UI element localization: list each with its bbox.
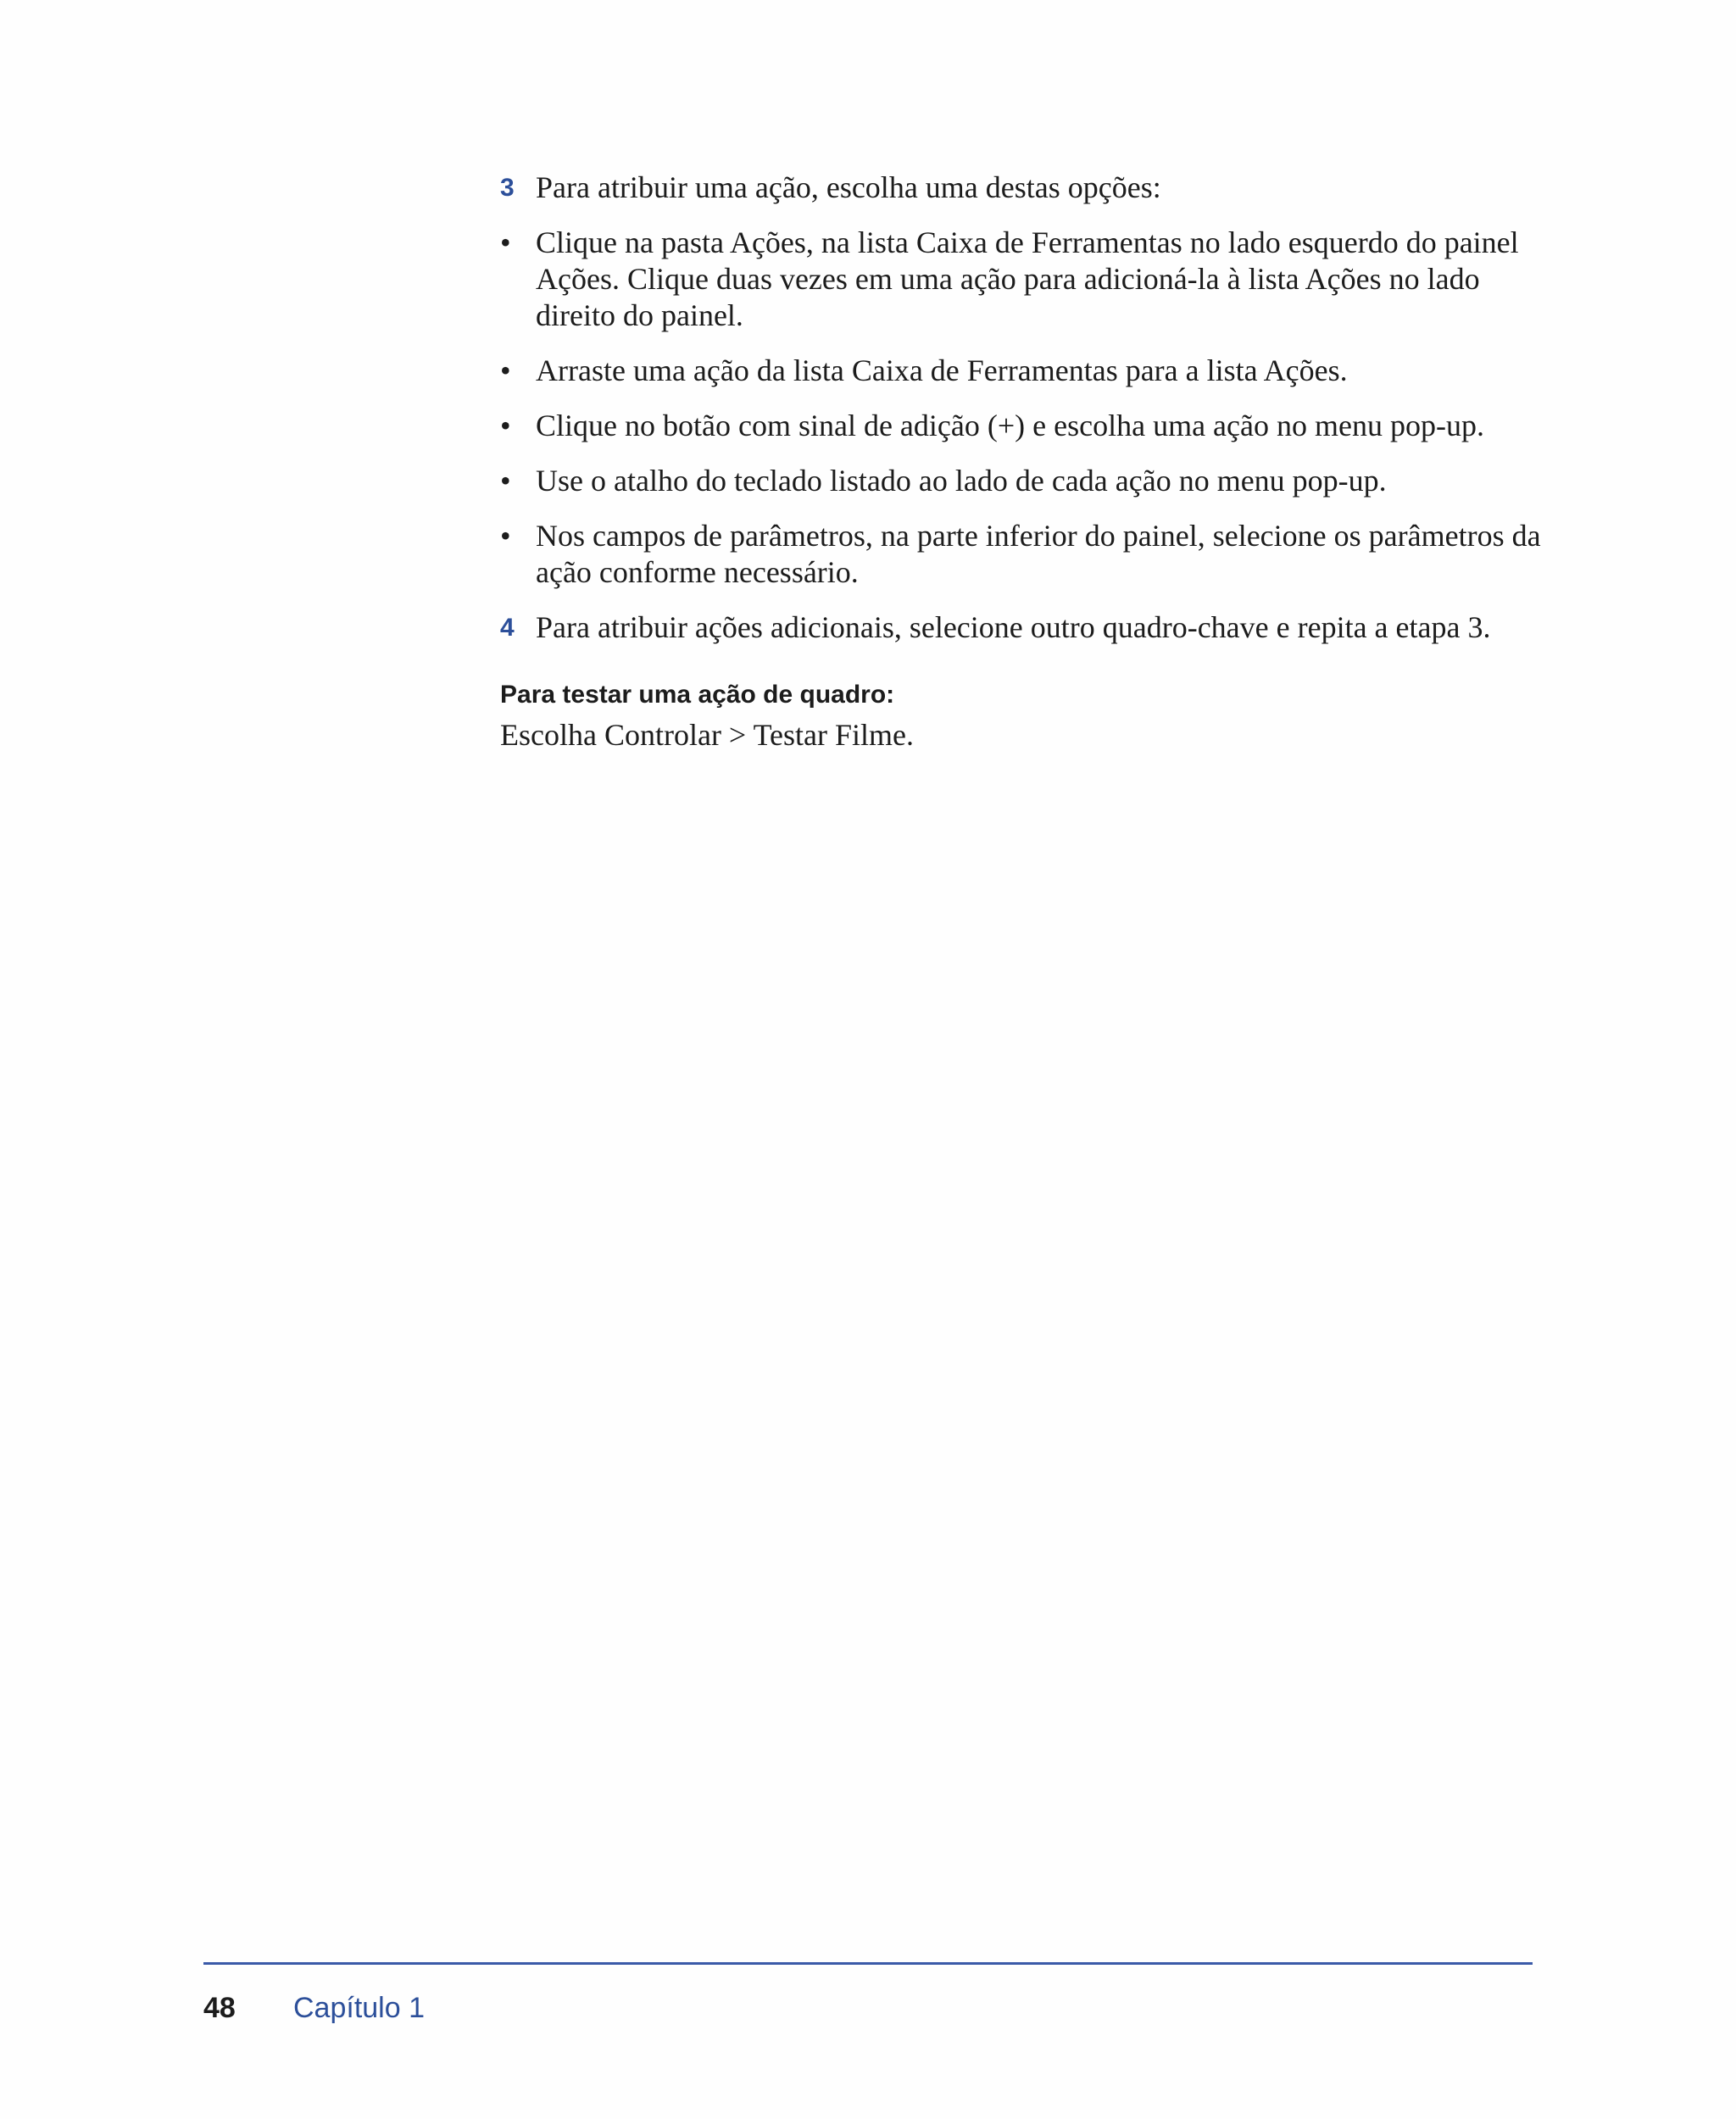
step-text: Para atribuir ações adicionais, selecione outro quadro-chave e repita a etapa 3. [536,610,1491,644]
bullet-icon: • [500,225,511,259]
bullet-text: Nos campos de parâmetros, na parte inferior do painel, selecione os parâmetros da ação conforme necessário. [536,519,1541,589]
page-number: 48 [203,1992,236,2024]
bullet-icon: • [500,519,511,553]
bullet-item [500,463,1543,499]
bullet-text: Arraste uma ação da lista Caixa de Ferramentas para a lista Ações. [536,353,1348,387]
footer-divider [203,1962,1533,1965]
bullet-item [500,518,1543,591]
bullet-item [500,408,1543,444]
bullet-text: Use o atalho do teclado listado ao lado de cada ação no menu pop-up. [536,464,1387,498]
step-3 [500,170,1543,206]
step-number: 4 [500,614,515,642]
bullet-text: Clique no botão com sinal de adição (+) e escolha uma ação no menu pop-up. [536,409,1484,442]
bullet-icon: • [500,353,511,387]
bullet-item [500,225,1543,334]
bullet-item [500,353,1543,389]
step-number: 3 [500,174,515,202]
step-text: Para atribuir uma ação, escolha uma destas opções: [536,170,1161,204]
instruction-text: Escolha Controlar > Testar Filme. [500,718,915,752]
page-footer [203,1992,425,2025]
bullet-text: Clique na pasta Ações, na lista Caixa de Ferramentas no lado esquerdo do painel Ações. Clique duas vezes em uma ação para adicioná-la à lista Ações no lado direito do painel. [536,225,1519,332]
main-content [500,170,1543,754]
section-subheading: Para testar uma ação de quadro: [500,681,895,709]
chapter-label: Capítulo 1 [293,1992,425,2024]
bullet-icon: • [500,409,511,442]
step-4 [500,609,1543,646]
bullet-icon: • [500,464,511,498]
